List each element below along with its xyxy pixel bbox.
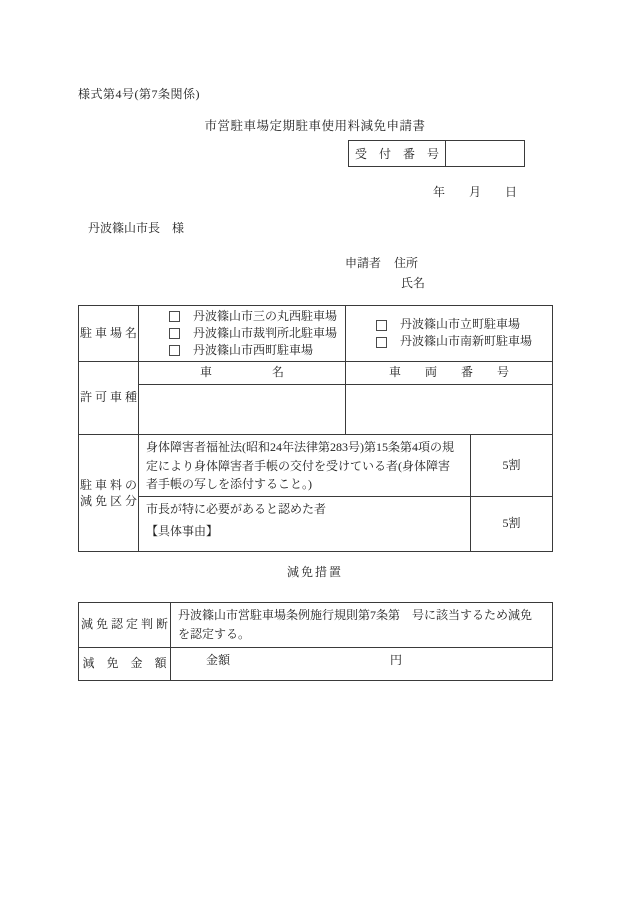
reduction-row-mayor-rate: 5割 [471,496,553,551]
plate-number-header: 車 両 番 号 [346,362,553,385]
decision-text: 丹波篠山市営駐車場条例施行規則第7条第 号に該当するため減免を認定する。 [171,603,553,648]
application-table [78,305,553,552]
parking-lot-option-label: 丹波篠山市立町駐車場 [400,317,521,332]
checkbox-icon[interactable] [169,311,180,322]
receipt-number-box [348,140,525,167]
permitted-vehicle-label: 許 可 車 種 [79,362,139,435]
car-name-header: 車 名 [139,362,346,385]
amount-label: 減 免 金 額 [79,648,171,681]
addressee: 丹波篠山市長 様 [88,221,185,235]
applicant-name-label: 氏名 [401,276,426,290]
checkbox-icon[interactable] [376,337,387,348]
parking-lot-option-label: 丹波篠山市裁判所北駐車場 [193,325,338,340]
reduction-row-mayor [139,496,471,551]
receipt-number-field[interactable] [446,141,524,166]
checkbox-icon[interactable] [169,345,180,356]
applicant-line [345,254,418,271]
reduction-category-label-line1: 駐 車 料 の [79,477,137,492]
car-name-field[interactable] [139,385,346,435]
parking-lot-option[interactable] [346,334,552,351]
reduction-category-label [79,435,139,552]
amount-unit-label: 円 [390,653,403,667]
parking-lot-option-label: 丹波篠山市三の丸西駐車場 [193,308,338,323]
checkbox-icon[interactable] [169,328,180,339]
applicant-address-label: 住所 [394,256,419,270]
amount-field[interactable] [171,648,553,681]
checkbox-icon[interactable] [376,320,387,331]
form-number: 様式第4号(第7条関係) [78,87,200,101]
parking-lot-option[interactable] [139,325,345,342]
parking-lot-option-label: 丹波篠山市西町駐車場 [193,342,314,357]
decision-label: 減 免 認 定 判 断 [79,603,171,648]
parking-lot-options-b [346,306,553,362]
applicant-label: 申請者 [345,256,382,270]
parking-lot-option-label: 丹波篠山市南新町駐車場 [400,334,533,349]
reduction-row-disability-rate: 5割 [471,435,553,497]
reduction-row-mayor-text: 市長が特に必要があると認めた者 [146,501,327,516]
measures-table [78,602,553,681]
parking-lot-option[interactable] [139,308,345,325]
reduction-category-label-line2: 減 免 区 分 [79,493,137,508]
measures-heading: 減免措置 [286,565,343,579]
parking-lot-option[interactable] [139,342,345,359]
reduction-row-disability-text: 身体障害者福祉法(昭和24年法律第283号)第15条第4項の規定により身体障害者手帳の交付を受けている者(身体障害者手帳の写しを添付すること。) [139,435,471,497]
reduction-row-mayor-note: 【具体事由】 [146,524,219,539]
date-line: 年 月 日 [433,185,518,199]
plate-number-field[interactable] [346,385,553,435]
parking-lot-options-a [139,306,346,362]
page-title: 市営駐車場定期駐車使用料減免申請書 [204,119,426,133]
receipt-number-label: 受 付 番 号 [349,141,446,166]
parking-lot-option[interactable] [346,317,552,334]
parking-lot-label: 駐 車 場 名 [79,306,139,362]
amount-prefix-label: 金額 [206,653,231,667]
